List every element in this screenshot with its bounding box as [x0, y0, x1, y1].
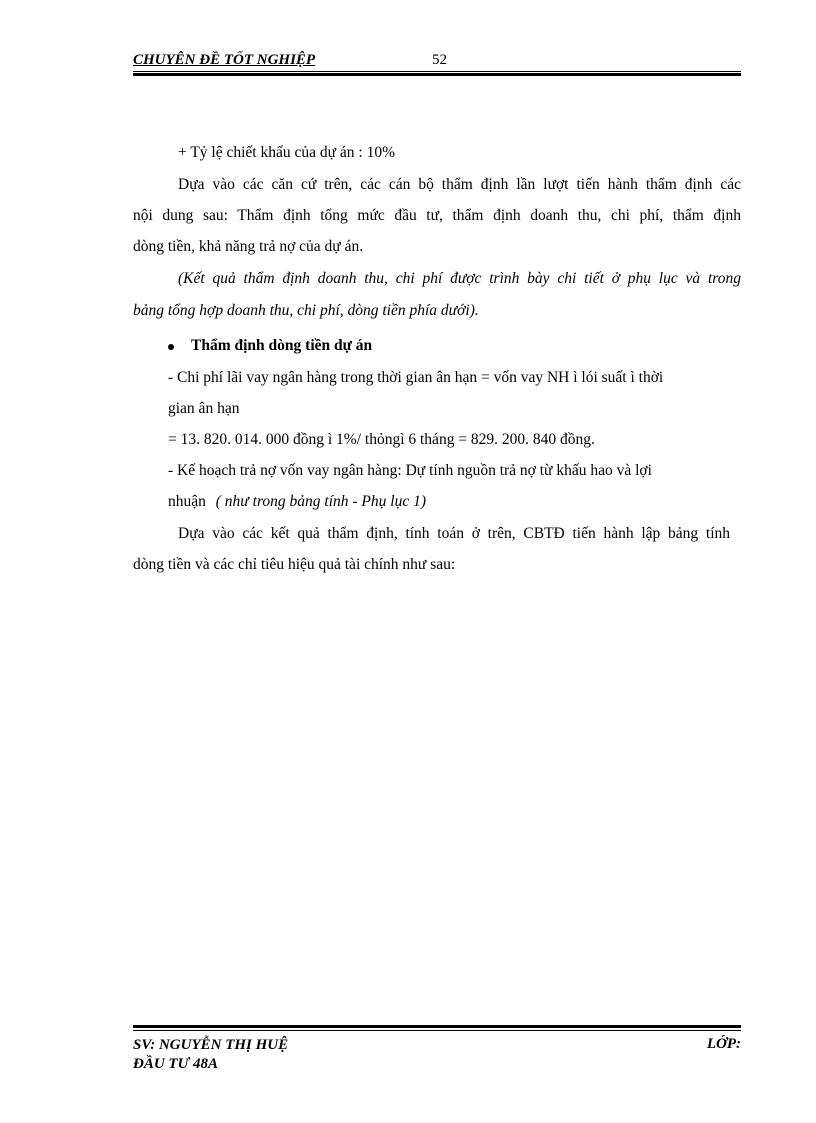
header-rule-thick [133, 73, 741, 76]
note-line-1: (Kết quả thẩm định doanh thu, chi phí được trình bày chi tiết ở phụ lục và trong [178, 270, 741, 287]
bullet-icon [168, 344, 174, 350]
note-line-2: bảng tổng hợp doanh thu, chi phí, dòng tiền phía dưới). [133, 302, 479, 319]
discount-rate-line: + Tỷ lệ chiết khấu của dự án : 10% [178, 144, 395, 161]
interest-line-1: - Chi phí lãi vay ngân hàng trong thời gian ân hạn = vốn vay NH ì lói suất ì thời [168, 369, 664, 386]
repayment-reference: ( như trong bảng tính - Phụ lục 1) [215, 493, 426, 510]
interest-line-2: gian ân hạn [168, 400, 240, 417]
paragraph-1-line-3: dòng tiền, khả năng trả nợ của dự án. [133, 238, 364, 255]
page-header [133, 52, 741, 72]
class-name: ĐẦU TƯ 48A [133, 1056, 218, 1072]
header-title: CHUYÊN ĐỀ TỐT NGHIỆP [133, 52, 316, 68]
bullet-heading: Thẩm định dòng tiền dự án [191, 337, 373, 354]
footer-rule-thin [133, 1030, 741, 1031]
final-line-1: Dựa vào các kết quả thẩm định, tính toán ở trên, CBTĐ tiến hành lập bảng tính [178, 525, 730, 542]
final-line-2: dòng tiền và các chỉ tiêu hiệu quả tài chính như sau: [133, 556, 456, 573]
repayment-prefix: nhuận [168, 493, 206, 510]
student-name: SV: NGUYỄN THỊ HUỆ [133, 1037, 289, 1053]
footer-rule-thick [133, 1025, 741, 1028]
page-number: 52 [432, 52, 447, 68]
paragraph-1-line-2: nội dung sau: Thẩm định tổng mức đầu tư, thẩm định doanh thu, chi phí, thẩm định [133, 207, 741, 224]
repayment-line-1: - Kế hoạch trả nợ vốn vay ngân hàng: Dự tính nguồn trả nợ từ khấu hao và lợi [168, 462, 652, 479]
paragraph-1-line-1: Dựa vào các căn cứ trên, các cán bộ thẩm định lần lượt tiến hành thẩm định các [178, 176, 741, 193]
footer-student-info [133, 1036, 288, 1074]
repayment-line-2 [168, 492, 426, 512]
class-label: LỚP: [706, 1036, 741, 1052]
header-rule-thin [133, 71, 741, 72]
interest-calculation: = 13. 820. 014. 000 đồng ì 1%/ thỏngì 6 tháng = 829. 200. 840 đồng. [168, 431, 595, 448]
